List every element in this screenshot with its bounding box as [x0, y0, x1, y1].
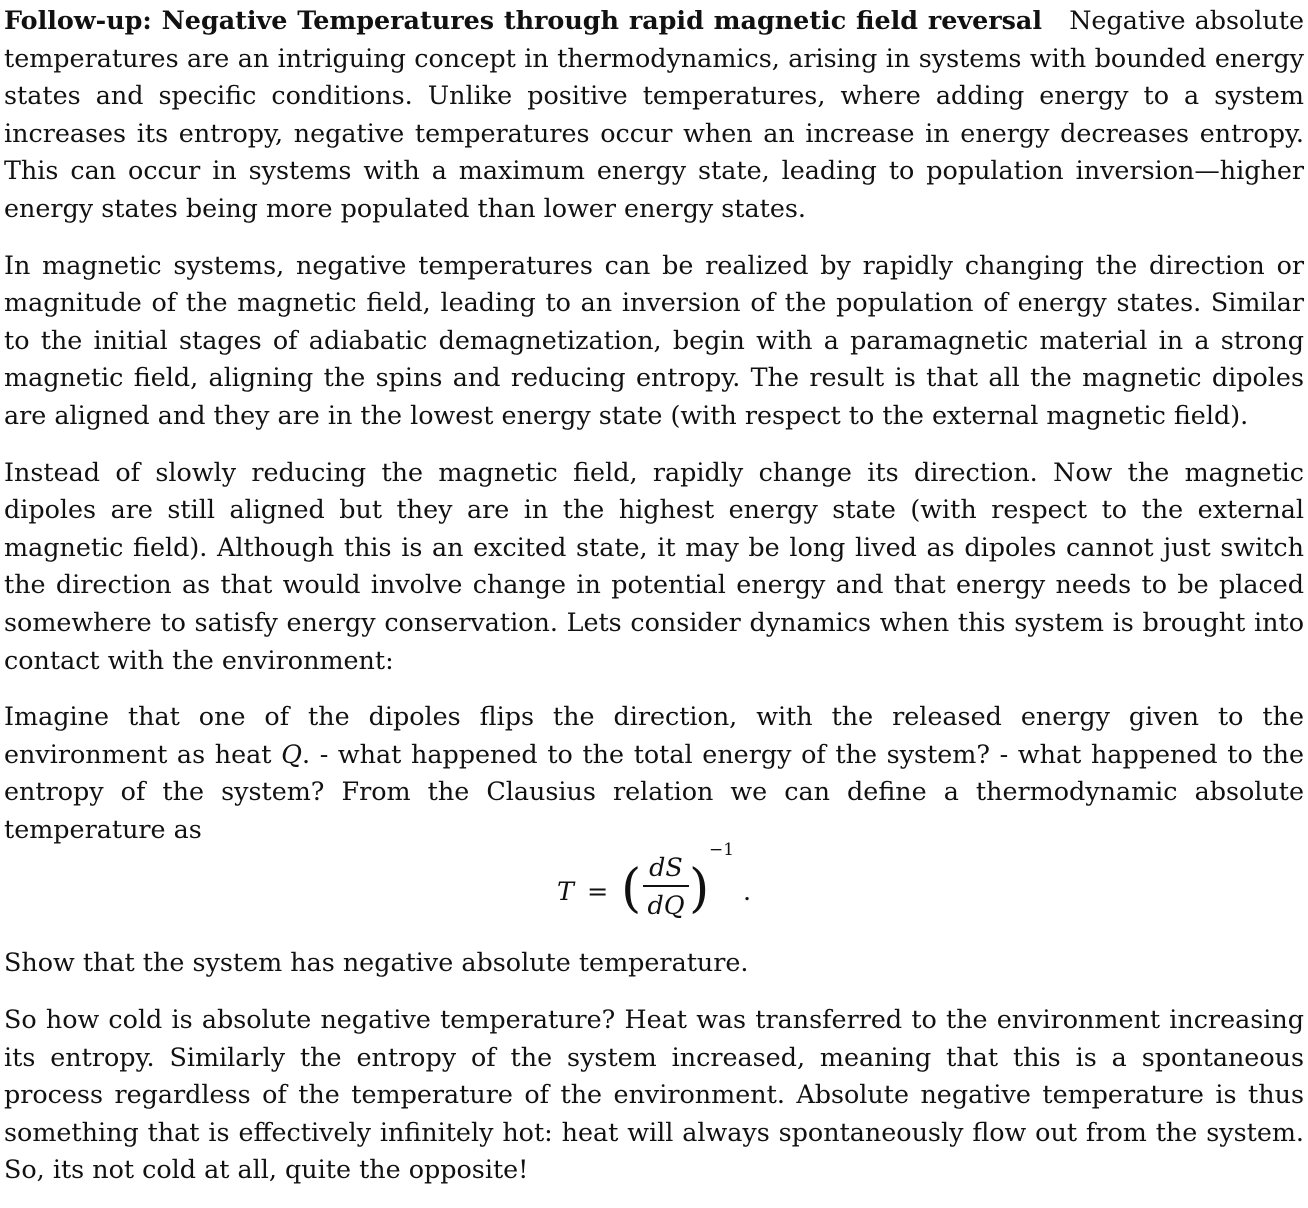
section-heading: Follow-up: Negative Temperatures through rapid magnetic field reversal: [4, 5, 1043, 35]
fraction-denominator: dQ: [647, 889, 685, 920]
equation-left-paren: (: [621, 859, 642, 920]
paragraph-field-reversal: Instead of slowly reducing the magnetic field, rapidly change its direction. Now the magnetic dipoles are still aligned but they are in the highest energy state (with respect to the external magnetic field). Although this is an excited state, it may be long lived as dipoles cannot just switch the direction as that would involve change in potential energy and that energy needs to be placed somewhere to satisfy energy conservation. Lets consider dynamics when this system is brought into contact with the environment:: [4, 456, 1304, 675]
equation-period: .: [743, 876, 752, 907]
equation-exponent: −1: [709, 840, 735, 861]
equation-fraction: [643, 850, 689, 921]
equation-body: [557, 840, 757, 938]
equation-lhs: T: [557, 876, 574, 907]
equation-equals: =: [587, 876, 609, 907]
fraction-numerator: dS: [649, 852, 683, 883]
heat-variable: Q: [281, 738, 302, 769]
paragraph-dipole-flip-text-2: . - what happened to the total energy of the system? - what happened to the entropy of the system? From the Clausius relation we can define a thermodynamic absolute temperature as: [4, 738, 1304, 844]
equation-right-paren: ): [689, 859, 710, 920]
paragraph-conclusion: So how cold is absolute negative temperature? Heat was transferred to the environment increasing its entropy. Similarly the entropy of the system increased, meaning that this is a spontaneous process regardless of the temperature of the environment. Absolute negative temperature is thus something that is effectively infinitely hot: heat will always spontaneously flow out from the system. So, its not cold at all, quite the opposite!: [4, 1004, 1304, 1185]
document-page: [4, 2, 1304, 1208]
paragraph-magnetic-systems: In magnetic systems, negative temperatures can be realized by rapidly changing the direction or magnitude of the magnetic field, leading to an inversion of the population of energy states. Similar to the initial stages of adiabatic demagnetization, begin with a paramagnetic material in a strong magnetic field, aligning the spins and reducing entropy. The result is that all the magnetic dipoles are aligned and they are in the lowest energy state (with respect to the external magnetic field).: [4, 249, 1304, 430]
temperature-equation: [4, 840, 1304, 938]
paragraph-intro: [4, 2, 1304, 228]
paragraph-intro-text: Negative absolute temperatures are an intriguing concept in thermodynamics, arising in systems with bounded energy states and specific conditions. Unlike positive temperatures, where adding energy to a system increases its entropy, negative temperatures occur when an increase in energy decreases entropy. This can occur in systems with a maximum energy state, leading to population inversion—higher energy states being more populated than lower energy states.: [4, 5, 1304, 223]
paragraph-task: Show that the system has negative absolute temperature.: [4, 947, 749, 978]
paragraph-dipole-flip-text-1: Imagine that one of the dipoles flips the direction, with the released energy given to the environment as heat: [4, 701, 1304, 769]
fraction-bar: [643, 885, 689, 886]
paragraph-dipole-flip: [4, 698, 1304, 848]
